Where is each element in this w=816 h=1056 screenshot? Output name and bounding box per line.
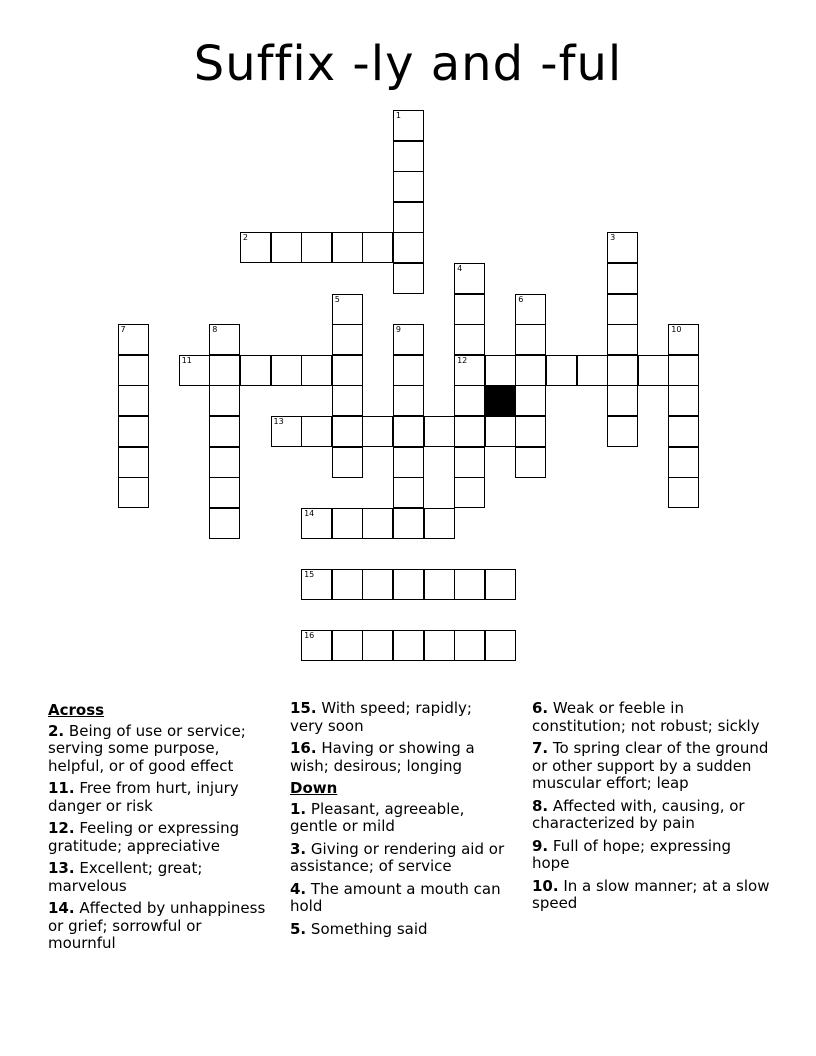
- clue-column-3: [532, 700, 772, 918]
- grid-cell[interactable]: [332, 324, 363, 355]
- grid-cell[interactable]: [301, 355, 332, 386]
- clue-text: Being of use or service; serving some purpose, helpful, or of good effect: [48, 721, 246, 775]
- clue-text: Pleasant, agreeable, gentle or mild: [290, 799, 465, 835]
- grid-cell[interactable]: [118, 416, 149, 447]
- grid-cell[interactable]: [209, 477, 240, 508]
- clue-across-2: [48, 723, 268, 776]
- grid-cell[interactable]: [424, 569, 455, 600]
- grid-cell-number: 12: [457, 355, 468, 365]
- clue-column-1: [48, 700, 268, 958]
- grid-cell[interactable]: [577, 355, 608, 386]
- clue-number: 3.: [290, 839, 307, 858]
- grid-cell[interactable]: [332, 508, 363, 539]
- grid-cell[interactable]: [668, 477, 699, 508]
- grid-cell[interactable]: [332, 355, 363, 386]
- grid-cell[interactable]: [271, 232, 302, 263]
- clue-text: Affected with, causing, or characterized by pain: [532, 796, 745, 832]
- grid-cell[interactable]: [209, 508, 240, 539]
- grid-cell-number: 3: [610, 233, 616, 243]
- grid-cell[interactable]: [393, 477, 424, 508]
- grid-cell[interactable]: [209, 447, 240, 478]
- grid-cell[interactable]: [240, 232, 271, 263]
- grid-cell-number: 10: [671, 325, 682, 335]
- grid-cell[interactable]: [393, 171, 424, 202]
- grid-cell[interactable]: [607, 385, 638, 416]
- clue-across-12: [48, 820, 268, 855]
- grid-cell[interactable]: [485, 630, 516, 661]
- grid-cell[interactable]: [271, 355, 302, 386]
- grid-cell-number: 6: [518, 294, 524, 304]
- grid-cell[interactable]: [607, 263, 638, 294]
- grid-cell[interactable]: [362, 630, 393, 661]
- grid-cell[interactable]: [454, 294, 485, 325]
- clue-across-15: [290, 700, 505, 735]
- grid-cell[interactable]: [454, 477, 485, 508]
- grid-cell[interactable]: [301, 569, 332, 600]
- grid-cell[interactable]: [362, 508, 393, 539]
- page-title: Suffix -ly and -ful: [193, 36, 623, 92]
- grid-cell-number: 11: [181, 355, 192, 365]
- grid-cell-number: 1: [395, 111, 401, 120]
- grid-cell[interactable]: [301, 416, 332, 447]
- clue-number: 6.: [532, 699, 549, 717]
- grid-cell-number: 13: [273, 417, 284, 426]
- clue-text: To spring clear of the ground or other support by a sudden muscular effort; leap: [532, 739, 769, 792]
- clue-number: 8.: [532, 796, 549, 815]
- grid-cell[interactable]: [607, 416, 638, 447]
- grid-cell[interactable]: [607, 355, 638, 386]
- grid-cell[interactable]: [240, 355, 271, 386]
- grid-cell[interactable]: [362, 232, 393, 263]
- grid-cell[interactable]: [638, 355, 669, 386]
- clue-text: Feeling or expressing gratitude; appreciative: [48, 819, 240, 855]
- grid-cell[interactable]: [393, 355, 424, 386]
- clue-across-16: [290, 740, 505, 775]
- grid-cell[interactable]: [393, 385, 424, 416]
- down-heading: Down: [290, 779, 338, 797]
- grid-cell[interactable]: [607, 324, 638, 355]
- grid-cell[interactable]: [515, 385, 546, 416]
- grid-cell[interactable]: [209, 324, 240, 355]
- grid-cell[interactable]: [668, 324, 699, 355]
- clue-text: Weak or feeble in constitution; not robust; sickly: [532, 699, 760, 735]
- grid-cell[interactable]: [362, 569, 393, 600]
- clue-across-14: [48, 900, 268, 953]
- grid-cell[interactable]: [485, 569, 516, 600]
- grid-cell[interactable]: [485, 416, 516, 447]
- grid-cell[interactable]: [668, 355, 699, 386]
- grid-cell[interactable]: [301, 630, 332, 661]
- grid-cell[interactable]: [515, 294, 546, 325]
- grid-cell[interactable]: [209, 416, 240, 447]
- grid-cell[interactable]: [271, 416, 302, 447]
- grid-cell[interactable]: [485, 355, 516, 386]
- grid-cell[interactable]: [362, 416, 393, 447]
- grid-cell[interactable]: [209, 385, 240, 416]
- grid-cell[interactable]: [424, 416, 455, 447]
- grid-cell[interactable]: [515, 447, 546, 478]
- grid-cell[interactable]: [424, 508, 455, 539]
- grid-cell[interactable]: [332, 569, 363, 600]
- clue-text: Full of hope; expressing hope: [532, 836, 732, 872]
- clue-number: 12.: [48, 819, 75, 837]
- clue-down-8: [532, 798, 772, 833]
- grid-cell[interactable]: [454, 630, 485, 661]
- clue-across-11: [48, 780, 268, 815]
- grid-cell[interactable]: [393, 508, 424, 539]
- clue-number: 7.: [532, 739, 549, 757]
- clue-text: Having or showing a wish; desirous; longing: [290, 739, 475, 775]
- grid-cell-number: 2: [242, 233, 248, 243]
- clue-text: Excellent; great; marvelous: [48, 859, 203, 895]
- grid-cell[interactable]: [301, 232, 332, 263]
- grid-cell[interactable]: [332, 447, 363, 478]
- grid-cell[interactable]: [607, 294, 638, 325]
- grid-cell[interactable]: [118, 324, 149, 355]
- clue-number: 5.: [290, 919, 307, 938]
- clue-down-10: [532, 878, 772, 913]
- grid-cell[interactable]: [118, 355, 149, 386]
- grid-cell[interactable]: [332, 630, 363, 661]
- clue-number: 13.: [48, 859, 75, 877]
- clue-text: Affected by unhappiness or grief; sorrowful or mournful: [48, 899, 266, 952]
- grid-cell-number: 7: [120, 325, 126, 335]
- grid-cell[interactable]: [393, 569, 424, 600]
- across-heading: Across: [48, 701, 105, 719]
- clue-down-1: [290, 801, 505, 836]
- clue-number: 15.: [290, 699, 317, 717]
- clue-down-4: [290, 881, 505, 916]
- grid-cell[interactable]: [301, 508, 332, 539]
- grid-cell[interactable]: [332, 416, 363, 447]
- grid-cell[interactable]: [393, 110, 424, 141]
- grid-cell-shaded: [485, 385, 516, 416]
- grid-cell[interactable]: [454, 447, 485, 478]
- grid-cell[interactable]: [393, 447, 424, 478]
- grid-cell[interactable]: [454, 385, 485, 416]
- grid-cell[interactable]: [393, 324, 424, 355]
- clue-number: 2.: [48, 721, 65, 740]
- grid-cell[interactable]: [454, 263, 485, 294]
- clue-down-3: [290, 841, 505, 876]
- grid-cell[interactable]: [393, 263, 424, 294]
- clue-text: Giving or rendering aid or assistance; of service: [290, 839, 505, 875]
- grid-cell[interactable]: [332, 385, 363, 416]
- grid-cell-number: 16: [304, 631, 315, 641]
- grid-cell[interactable]: [393, 416, 424, 447]
- clue-number: 11.: [48, 779, 75, 797]
- grid-cell[interactable]: [209, 355, 240, 386]
- grid-cell[interactable]: [668, 416, 699, 447]
- clue-number: 16.: [290, 739, 317, 757]
- clue-number: 10.: [532, 876, 559, 895]
- grid-cell-number: 14: [304, 508, 315, 518]
- grid-cell[interactable]: [454, 416, 485, 447]
- clue-column-2: [290, 700, 505, 943]
- grid-cell[interactable]: [668, 447, 699, 478]
- grid-cell[interactable]: [179, 355, 210, 386]
- clue-text: Free from hurt, injury danger or risk: [48, 779, 239, 815]
- clue-down-7: [532, 740, 772, 793]
- grid-cell[interactable]: [515, 416, 546, 447]
- grid-cell[interactable]: [515, 355, 546, 386]
- grid-cell[interactable]: [454, 324, 485, 355]
- grid-cell-number: 8: [212, 325, 218, 335]
- clue-text: With speed; rapidly; very soon: [290, 699, 472, 735]
- clue-number: 14.: [48, 899, 75, 917]
- clue-text: The amount a mouth can hold: [290, 879, 501, 915]
- grid-cell[interactable]: [546, 355, 577, 386]
- grid-cell-number: 15: [304, 570, 315, 579]
- grid-cell[interactable]: [515, 324, 546, 355]
- grid-cell[interactable]: [118, 477, 149, 508]
- grid-cell[interactable]: [393, 202, 424, 233]
- grid-cell-number: 5: [334, 294, 340, 304]
- grid-cell[interactable]: [393, 141, 424, 172]
- grid-cell[interactable]: [393, 630, 424, 661]
- clue-down-9: [532, 838, 772, 873]
- clue-number: 4.: [290, 879, 307, 898]
- grid-cell[interactable]: [118, 385, 149, 416]
- grid-cell[interactable]: [393, 232, 424, 263]
- grid-cell[interactable]: [454, 569, 485, 600]
- clue-text: In a slow manner; at a slow speed: [532, 876, 770, 912]
- clue-down-6: [532, 700, 772, 735]
- grid-cell[interactable]: [118, 447, 149, 478]
- grid-cell-number: 9: [395, 325, 401, 335]
- grid-cell[interactable]: [454, 355, 485, 386]
- grid-cell[interactable]: [607, 232, 638, 263]
- grid-cell[interactable]: [332, 294, 363, 325]
- grid-cell[interactable]: [424, 630, 455, 661]
- clue-across-13: [48, 860, 268, 895]
- clue-number: 1.: [290, 799, 307, 818]
- grid-cell[interactable]: [668, 385, 699, 416]
- grid-cell[interactable]: [332, 232, 363, 263]
- clue-down-5: [290, 921, 505, 939]
- clue-number: 9.: [532, 836, 549, 855]
- grid-cell-number: 4: [457, 264, 463, 273]
- clue-text: Something said: [310, 919, 428, 938]
